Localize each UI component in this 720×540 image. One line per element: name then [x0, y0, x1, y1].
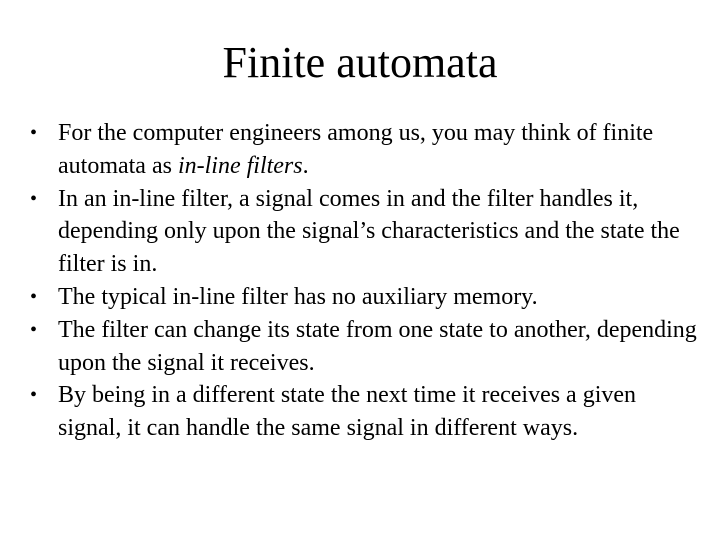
bullet-text-1-end: .: [302, 152, 309, 179]
bullet-list: [30, 117, 698, 445]
slide-title: Finite automata: [222, 38, 498, 87]
bullet-text-3: The typical in-line filter has no auxiliary memory.: [58, 283, 538, 310]
bullet-item-4: [30, 314, 698, 380]
bullet-icon: •: [30, 122, 38, 144]
bullet-item-1: [30, 117, 698, 183]
bullet-text-5: By being in a different state the next time it receives a given signal, it can handle the same signal in different ways.: [58, 382, 637, 442]
bullet-item-2: [30, 183, 698, 281]
bullet-item-3: [30, 281, 698, 314]
bullet-icon: •: [30, 187, 38, 210]
bullet-text-4: The filter can change its state from one state to another, depending upon the signal it receives.: [58, 316, 697, 376]
bullet-icon: •: [30, 384, 38, 407]
bullet-text-1-emphasis: in-line filters: [177, 152, 303, 179]
bullet-icon: •: [30, 285, 38, 308]
bullet-text-1-start: For the computer engineers among us, you may think of finite automata as: [58, 120, 654, 179]
bullet-icon: •: [30, 318, 38, 341]
bullet-text-2: In an in-line filter, a signal comes in and the filter handles it, depending only upon the signal’s characteristics and the state the filter is in.: [58, 185, 680, 278]
bullet-item-5: [30, 379, 698, 445]
